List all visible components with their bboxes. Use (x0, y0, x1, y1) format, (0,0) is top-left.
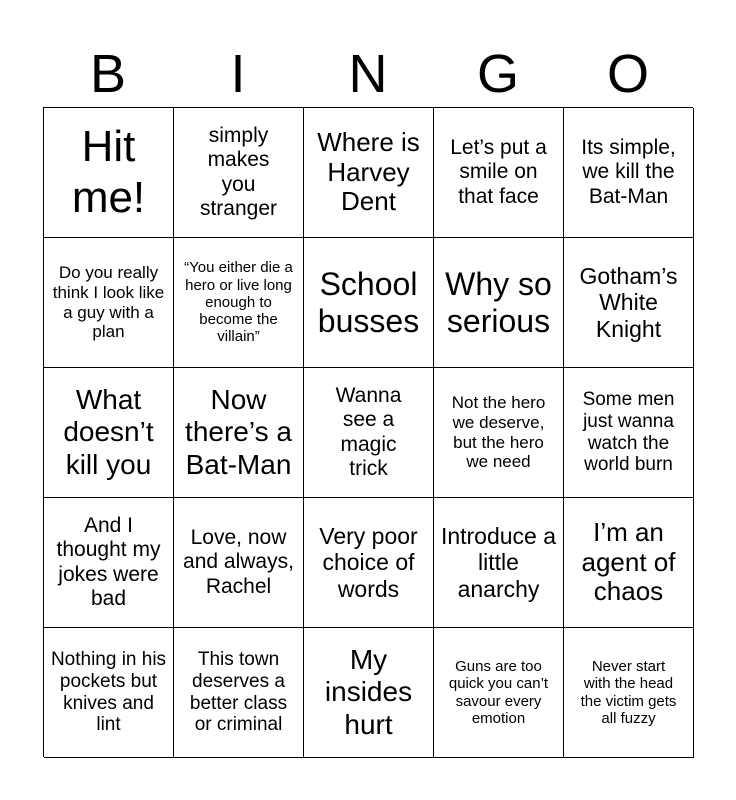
header-letter-n: N (348, 44, 388, 104)
bingo-header (43, 40, 693, 106)
cell-text: Now there’s a Bat-Man (185, 384, 292, 480)
cell-text: This town deserves a better class or criminal (189, 648, 288, 736)
cell-text: Wanna see a magic trick (335, 384, 402, 480)
bingo-cell[interactable] (564, 498, 694, 628)
cell-text: Introduce a little anarchy (440, 522, 557, 602)
bingo-cell[interactable] (174, 498, 304, 628)
bingo-cell[interactable] (44, 628, 174, 758)
header-letter-b: B (89, 44, 127, 104)
bingo-cell[interactable] (174, 368, 304, 498)
bingo-cell[interactable] (564, 238, 694, 368)
bingo-cell[interactable] (434, 628, 564, 758)
cell-text: Gotham’s White Knight (579, 262, 678, 342)
bingo-cell[interactable] (434, 498, 564, 628)
bingo-cell[interactable] (174, 108, 304, 238)
cell-text: Love, now and always, Rachel (183, 526, 294, 598)
bingo-cell[interactable] (174, 628, 304, 758)
bingo-cell[interactable] (304, 628, 434, 758)
bingo-cell[interactable] (564, 628, 694, 758)
bingo-cell[interactable] (564, 108, 694, 238)
cell-text: Some men just wanna watch the world burn (582, 388, 675, 476)
bingo-cell[interactable] (434, 108, 564, 238)
cell-text: Hit me! (71, 121, 146, 222)
bingo-board (43, 107, 693, 757)
cell-text: I’m an agent of chaos (581, 516, 676, 607)
cell-text: School busses (317, 265, 420, 339)
cell-text: Let’s put a smile on that face (450, 136, 547, 208)
cell-text: Very poor choice of words (319, 522, 418, 602)
bingo-cell[interactable] (44, 108, 174, 238)
header-letter-i: I (230, 44, 246, 104)
cell-text: Why so serious (445, 265, 552, 339)
cell-text: And I thought my jokes were bad (56, 514, 161, 610)
bingo-cell[interactable] (44, 498, 174, 628)
cell-text: simply makes you stranger (199, 124, 278, 220)
cell-text: My insides hurt (324, 644, 413, 740)
bingo-cell[interactable] (304, 368, 434, 498)
cell-text: Where is Harvey Dent (317, 126, 420, 217)
cell-text: Its simple, we kill the Bat-Man (581, 136, 676, 208)
bingo-cell[interactable] (434, 368, 564, 498)
bingo-cell[interactable] (304, 498, 434, 628)
cell-text: Never start with the head the victim gets all fuzzy (580, 658, 677, 727)
bingo-cell[interactable] (44, 368, 174, 498)
cell-text: Do you really think I look like a guy with a plan (52, 263, 165, 342)
bingo-cell[interactable] (564, 368, 694, 498)
cell-text: Nothing in his pockets but knives and lint (50, 648, 167, 736)
header-letter-o: O (606, 44, 649, 104)
bingo-cell[interactable] (174, 238, 304, 368)
bingo-cell[interactable] (44, 238, 174, 368)
bingo-cell[interactable] (304, 108, 434, 238)
cell-text: Guns are too quick you can’t savour every emotion (448, 658, 549, 727)
cell-text: What doesn’t kill you (63, 384, 154, 480)
cell-text: Not the hero we deserve, but the hero we need (451, 393, 546, 472)
cell-text: “You either die a hero or live long enough to become the villain” (184, 259, 293, 346)
bingo-cell[interactable] (304, 238, 434, 368)
header-letter-g: G (476, 44, 519, 104)
bingo-cell[interactable] (434, 238, 564, 368)
